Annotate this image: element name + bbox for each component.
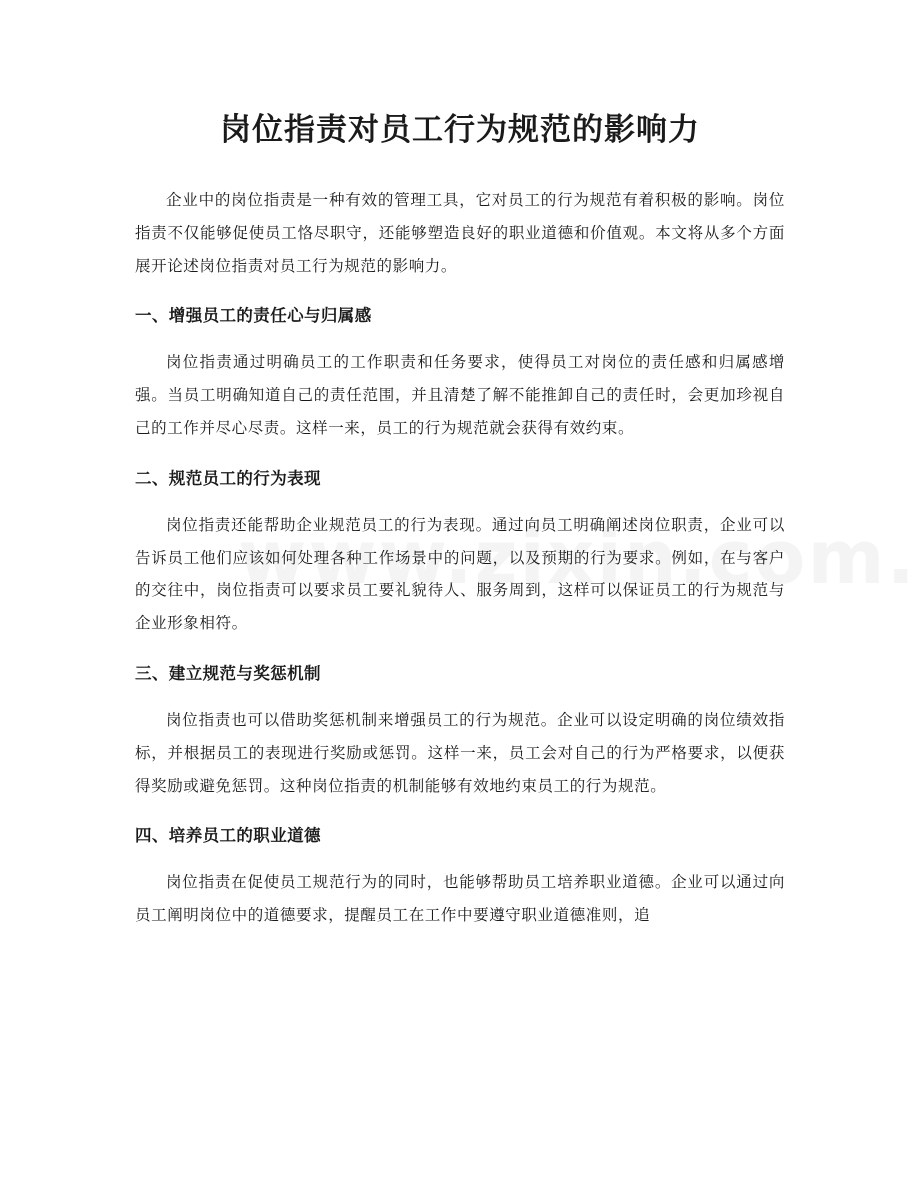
document-title: 岗位指责对员工行为规范的影响力 <box>220 112 700 148</box>
section-heading-3: 三、建立规范与奖惩机制 <box>135 663 321 683</box>
section-4-paragraph: 岗位指责在促使员工规范行为的同时，也能够帮助员工培养职业道德。企业可以通过向员工阐明岗位中的道德要求，提醒员工在工作中要遵守职业道德准则，追 <box>135 873 785 925</box>
section-heading-4: 四、培养员工的职业道德 <box>135 826 321 846</box>
section-1-paragraph: 岗位指责通过明确员工的工作职责和任务要求，使得员工对岗位的责任感和归属感增强。当员工明确知道自己的责任范围，并且清楚了解不能推卸自己的责任时，会更加珍视自己的工作并尽心尽责。这样一来，员工的行为规范就会获得有效约束。 <box>135 353 785 437</box>
intro-paragraph: 企业中的岗位指责是一种有效的管理工具，它对员工的行为规范有着积极的影响。岗位指责不仅能够促使员工恪尽职守，还能够塑造良好的职业道德和价值观。本文将从多个方面展开论述岗位指责对员工行为规范的影响力。 <box>135 191 785 275</box>
section-heading-2: 二、规范员工的行为表现 <box>135 468 321 488</box>
section-3-paragraph: 岗位指责也可以借助奖惩机制来增强员工的行为规范。企业可以设定明确的岗位绩效指标，并根据员工的表现进行奖励或惩罚。这样一来，员工会对自己的行为严格要求，以便获得奖励或避免惩罚。这种岗位指责的机制能够有效地约束员工的行为规范。 <box>135 710 785 795</box>
section-heading-1: 一、增强员工的责任心与归属感 <box>135 306 372 326</box>
document-body <box>135 184 785 932</box>
section-2-paragraph: 岗位指责还能帮助企业规范员工的行为表现。通过向员工明确阐述岗位职责，企业可以告诉员工他们应该如何处理各种工作场景中的问题，以及预期的行为要求。例如，在与客户的交往中，岗位指责可以要求员工要礼貌待人、服务周到，这样可以保证员工的行为规范与企业形象相符。 <box>135 515 785 633</box>
